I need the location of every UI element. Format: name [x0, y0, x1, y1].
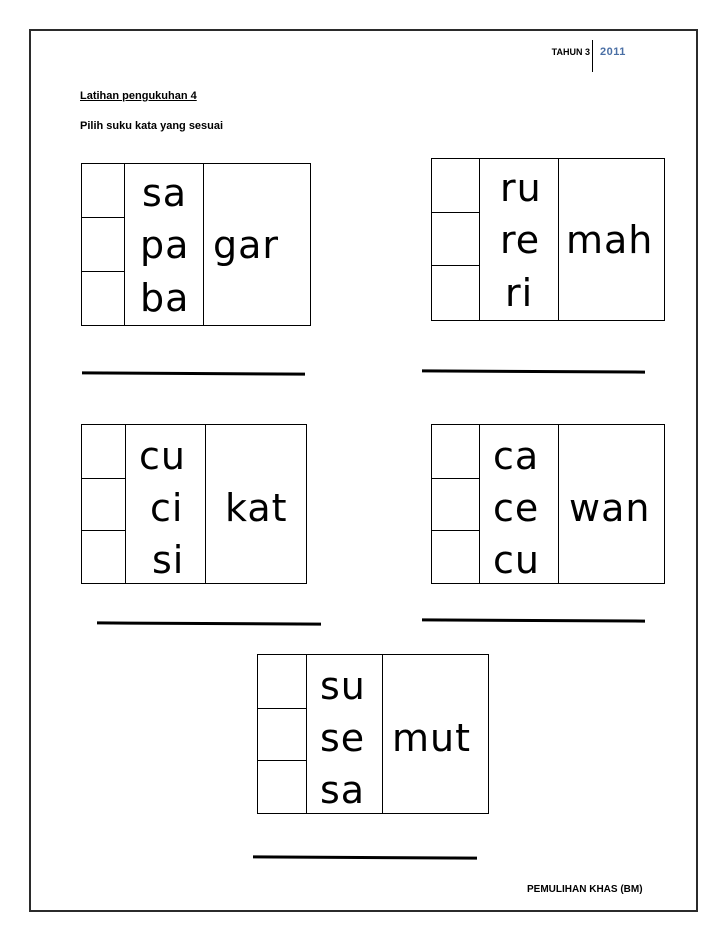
- answer-box-1[interactable]: [82, 425, 125, 478]
- answer-box-2[interactable]: [82, 218, 124, 271]
- syllable: ci: [150, 486, 184, 530]
- syllable: su: [320, 664, 366, 708]
- syllable: ba: [140, 276, 190, 320]
- answer-box-2[interactable]: [432, 213, 479, 265]
- word-ending: kat: [225, 486, 288, 530]
- exercise-1: [81, 163, 311, 326]
- exercise-2: [431, 158, 665, 321]
- syllable: ce: [493, 486, 540, 530]
- exercise-5: [257, 654, 489, 814]
- answer-box-2[interactable]: [82, 479, 125, 530]
- answer-box-3[interactable]: [258, 761, 306, 813]
- answer-box-3[interactable]: [82, 272, 124, 325]
- answer-box-2[interactable]: [258, 709, 306, 760]
- exercise-3: [81, 424, 307, 584]
- syllable: si: [152, 538, 185, 582]
- word-ending: mah: [566, 218, 654, 262]
- word-ending: gar: [213, 223, 280, 267]
- footer-label: PEMULIHAN KHAS (BM): [527, 884, 643, 895]
- header-year: 2011: [600, 46, 626, 58]
- page-title: Latihan pengukuhan 4: [80, 90, 197, 102]
- answer-box-3[interactable]: [82, 531, 125, 583]
- syllable: sa: [320, 768, 366, 812]
- syllable: pa: [140, 223, 190, 267]
- answer-box-1[interactable]: [258, 655, 306, 708]
- answer-box-3[interactable]: [432, 531, 479, 583]
- syllable: ca: [493, 434, 540, 478]
- exercise-4: [431, 424, 665, 584]
- word-ending: mut: [392, 716, 471, 760]
- answer-box-2[interactable]: [432, 479, 479, 530]
- header-divider: [592, 40, 593, 72]
- syllable: cu: [493, 538, 540, 582]
- syllable: ru: [500, 166, 542, 210]
- answer-box-1[interactable]: [432, 159, 479, 212]
- syllable: re: [500, 218, 541, 262]
- syllable: se: [320, 716, 366, 760]
- answer-box-3[interactable]: [432, 266, 479, 320]
- syllable: sa: [142, 171, 188, 215]
- word-ending: wan: [569, 486, 651, 530]
- syllable: ri: [505, 271, 534, 315]
- syllable: cu: [139, 434, 186, 478]
- header-grade: TAHUN 3: [551, 47, 590, 57]
- instruction: Pilih suku kata yang sesuai: [80, 120, 224, 132]
- answer-box-1[interactable]: [82, 164, 124, 217]
- answer-box-1[interactable]: [432, 425, 479, 478]
